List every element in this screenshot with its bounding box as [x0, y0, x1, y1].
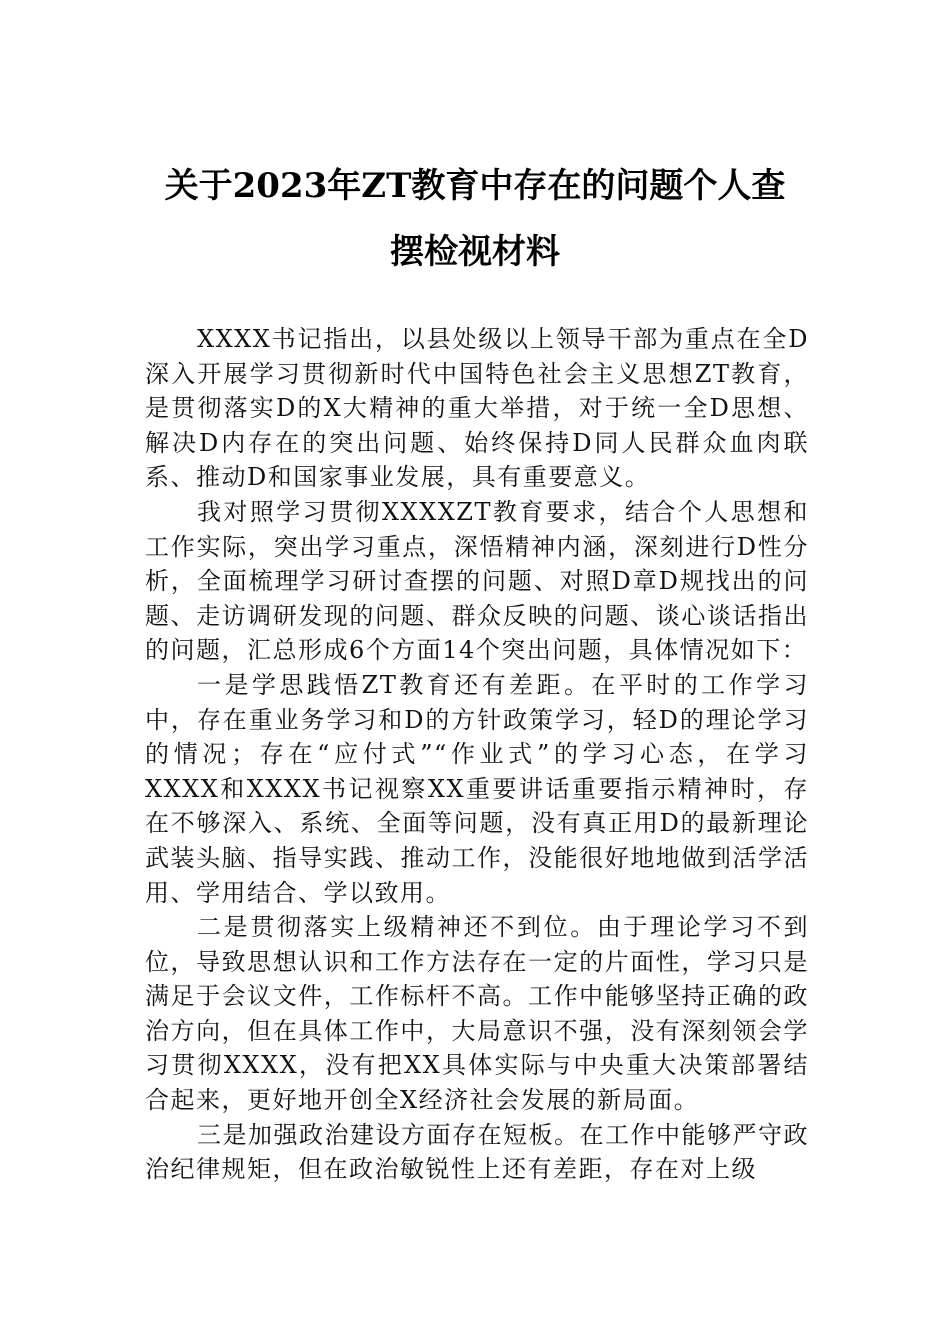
paragraph: XXXX书记指出，以县处级以上领导干部为重点在全D深入开展学习贯彻新时代中国特色社会主义思想ZT教育，是贯彻落实D的X大精神的重大举措，对于统一全D思想、解决D内存在的突出问题、始终保持D同人民群众血肉联系、推动D和国家事业发展，具有重要意义。	[145, 325, 809, 492]
document-body	[145, 322, 809, 1187]
paragraph: 我对照学习贯彻XXXXZT教育要求，结合个人思想和工作实际，突出学习重点，深悟精神内涵，深刻进行D性分析，全面梳理学习研讨查摆的问题、对照D章D规找出的问题、走访调研发现的问题、群众反映的问题、谈心谈话指出的问题，汇总形成6个方面14个突出问题，具体情况如下：	[145, 497, 809, 665]
paragraph: 二是贯彻落实上级精神还不到位。由于理论学习不到位，导致思想认识和工作方法存在一定的片面性，学习只是满足于会议文件，工作标杆不高。工作中能够坚持正确的政治方向，但在具体工作中，大局意识不强，没有深刻领会学习贯彻XXXX，没有把XX具体实际与中央重大决策部署结合起来，更好地开创全X经济社会发展的新局面。	[145, 913, 809, 1115]
paragraph: 三是加强政治建设方面存在短板。在工作中能够严守政治纪律规矩，但在政治敏锐性上还有差距，存在对上级	[145, 1120, 809, 1184]
document-title-line-1: 关于2023年ZT教育中存在的问题个人查	[164, 166, 786, 206]
paragraph: 一是学思践悟ZT教育还有差距。在平时的工作学习中，存在重业务学习和D的方针政策学习，轻D的理论学习的情况；存在“应付式”“作业式”的学习心态，在学习XXXX和XXXX书记视察XX重要讲话重要指示精神时，存在不够深入、系统、全面等问题，没有真正用D的最新理论武装头脑、指导实践、推动工作，没能很好地地做到活学活用、学用结合、学以致用。	[145, 670, 809, 907]
document-title-line-2: 摆检视材料	[390, 232, 560, 272]
